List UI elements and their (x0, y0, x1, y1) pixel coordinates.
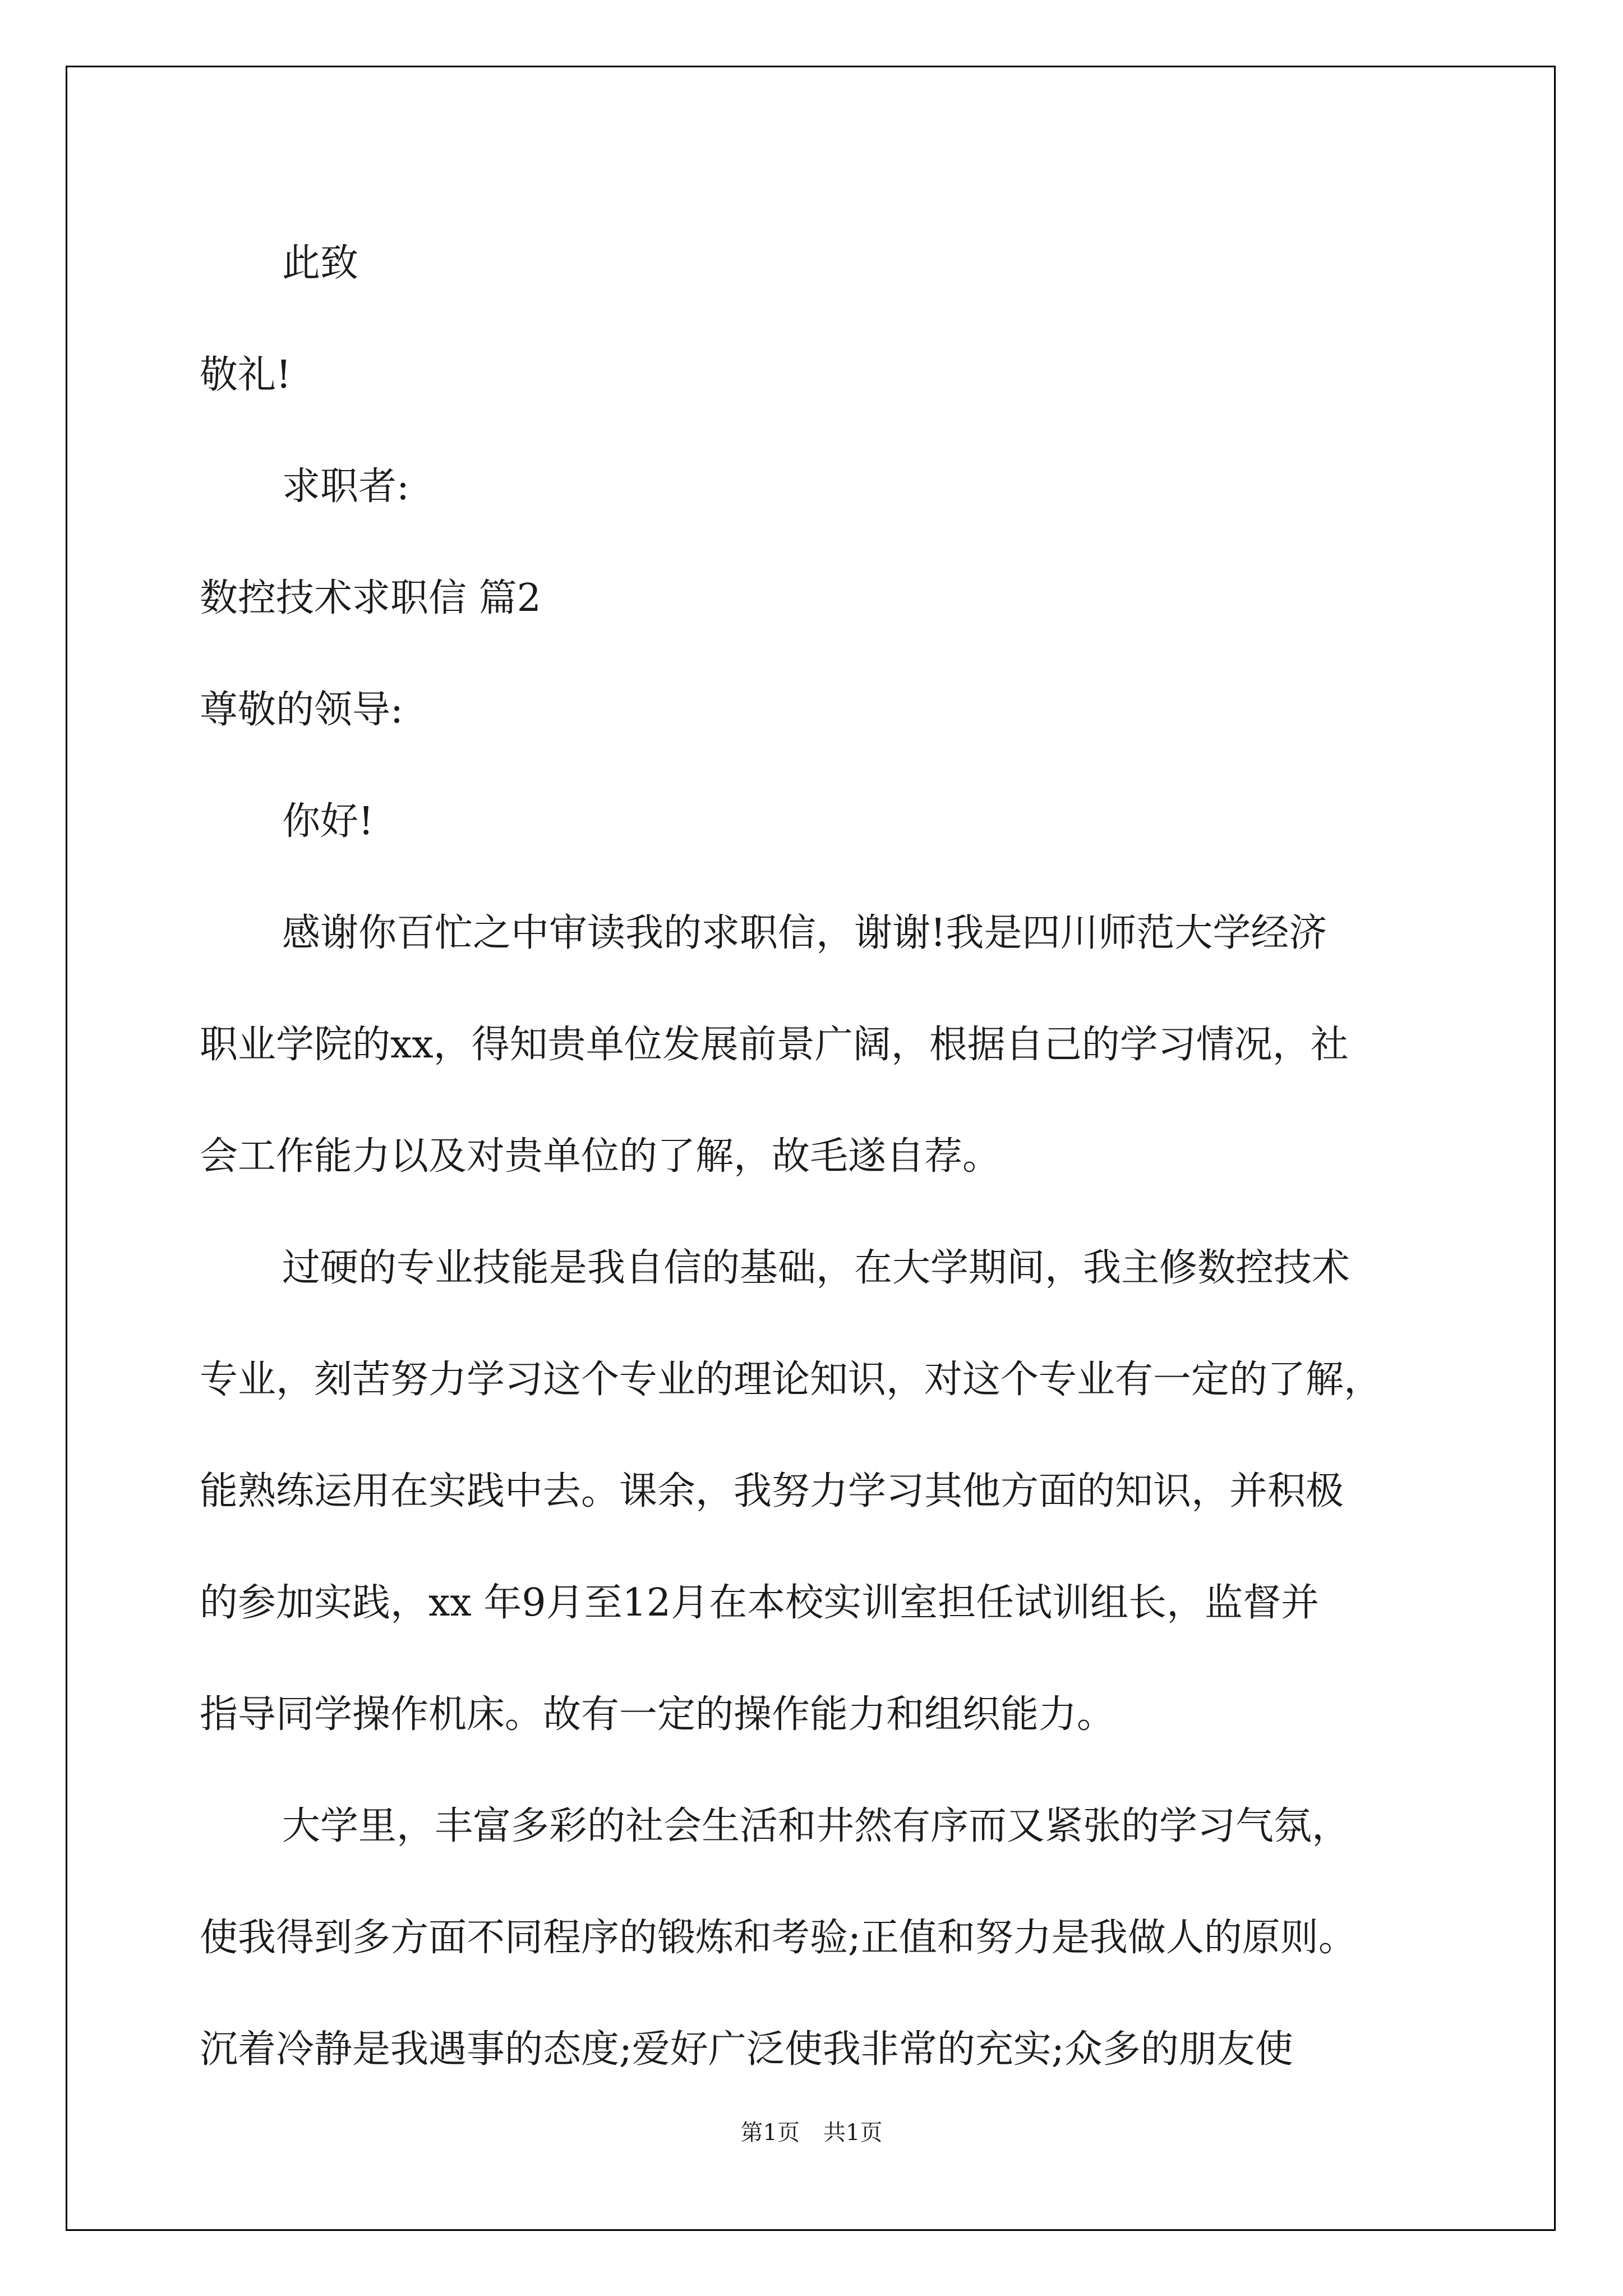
paragraph-university-life (200, 1770, 1433, 2105)
paragraph-line: 指导同学操作机床。故有一定的操作能力和组织能力。 (200, 1692, 1115, 1737)
paragraph-line: 沉着冷静是我遇事的态度;爱好广泛使我非常的充实;众多的朋友使 (200, 2027, 1293, 2072)
closing-line: 此致 (282, 241, 359, 286)
document-body (200, 208, 1433, 2105)
page-number: 第1页 (740, 2120, 800, 2146)
paragraph-line: 专业，刻苦努力学习这个专业的理论知识，对这个专业有一定的了解， (200, 1358, 1382, 1402)
section-title: 数控技术求职信 篇2 (200, 576, 541, 620)
paragraph-line: 感谢你百忙之中审读我的求职信，谢谢!我是四川师范大学经济 (282, 911, 1327, 955)
paragraph-line: 能熟练运用在实践中去。课余，我努力学习其他方面的知识，并积极 (200, 1469, 1344, 1513)
paragraph-line: 职业学院的xx，得知贵单位发展前景广阔，根据自己的学习情况，社 (200, 1023, 1349, 1067)
page-total: 共1页 (823, 2120, 883, 2146)
signature-line: 求职者: (282, 464, 409, 509)
greeting-line: 尊敬的领导: (200, 688, 403, 732)
paragraph-skills (200, 1212, 1433, 1770)
paragraph-line: 大学里，丰富多彩的社会生活和井然有序而又紧张的学习气氛， (282, 1804, 1350, 1848)
paragraph-line: 会工作能力以及对贵单位的了解，故毛遂自荐。 (200, 1134, 1001, 1179)
page-footer (0, 2115, 1623, 2147)
hello-line: 你好! (282, 799, 374, 844)
paragraph-intro (200, 877, 1433, 1212)
paragraph-line: 使我得到多方面不同程序的锻炼和考验;正值和努力是我做人的原则。 (200, 1916, 1357, 1960)
paragraph-line: 过硬的专业技能是我自信的基础，在大学期间，我主修数控技术 (282, 1246, 1350, 1290)
salutation-line: 敬礼! (200, 353, 292, 397)
paragraph-line: 的参加实践，xx 年9月至12月在本校实训室担任试训组长，监督并 (200, 1581, 1320, 1625)
